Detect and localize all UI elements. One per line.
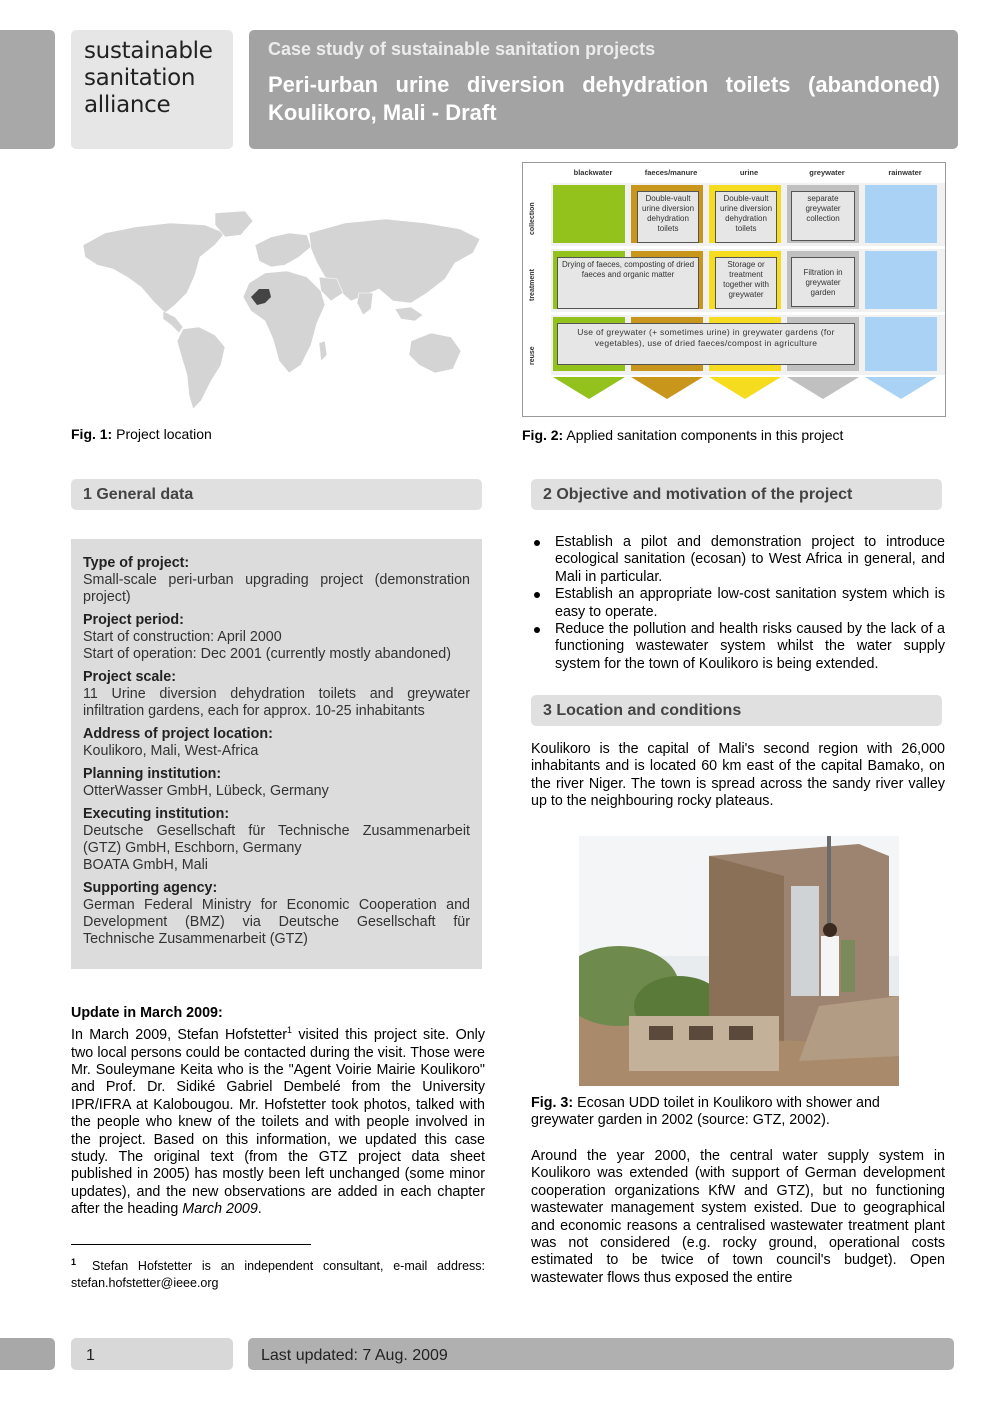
objective-item: Reduce the pollution and health risks caused by the lack of a functioning wastewater system whilst the water supply system for the town of Koulikoro is being extended. bbox=[531, 621, 945, 673]
fig3-caption: Fig. 3: Ecosan UDD toilet in Koulikoro with shower and greywater garden in 2002 (source: GTZ, 2002). bbox=[531, 1095, 880, 1129]
last-updated: Last updated: 7 Aug. 2009 bbox=[261, 1347, 448, 1364]
header-left-bar bbox=[0, 30, 55, 149]
sanitation-diagram bbox=[522, 162, 946, 417]
greywater-treatment-box: Filtration in greywater garden bbox=[791, 257, 855, 307]
update-heading: Update in March 2009: bbox=[71, 1005, 223, 1021]
objectives-list-wrap bbox=[531, 534, 945, 673]
section-3-header: 3 Location and conditions bbox=[531, 695, 942, 726]
world-map bbox=[75, 205, 495, 415]
col-rainwater: rainwater bbox=[888, 168, 922, 177]
objectives-list bbox=[531, 534, 945, 673]
diagram-arrow-faeces bbox=[631, 377, 703, 399]
general-value bbox=[83, 743, 470, 760]
location-paragraph: Koulikoro is the capital of Mali's second region with 26,000 inhabitants and is located 60 km east of the capital Bamako, on the river Niger. The town is spread across the sandy river valley up to the neighbouring rocky plateaus. bbox=[531, 741, 945, 810]
general-value-line: Koulikoro, Mali, West-Africa bbox=[83, 743, 259, 759]
objective-item: Establish a pilot and demonstration project to introduce ecological sanitation (ecosan) to West Africa in general, and Mali in particular. bbox=[531, 534, 945, 586]
col-blackwater: blackwater bbox=[573, 168, 613, 177]
diagram-reuse-rain bbox=[865, 317, 937, 371]
general-value-line: Start of construction: April 2000 bbox=[83, 629, 282, 645]
general-value-line: Small-scale peri-urban upgrading project (demonstration project) bbox=[83, 572, 470, 605]
update-text: In March 2009, Stefan Hofstetter$^1$ visited this project site. Only two local persons could be contacted during the visit. Those were Mr. Souleymane Keita who is the "Agent Voirie Mairie Koulikoro" and Prof. Dr. Sidiké Gabriel Dembelé from the University IPR/IFRA at Kalobougou. Mr. Hofstetter took photos, talked with the people who knew of the toilets and with people involved in the project. Based on this information, we updated this case study. The original text (from the GTZ project data sheet published in 2005) has mostly been left unchanged (some minor updates), and the new observations are added in each chapter after the heading March 2009. bbox=[71, 1025, 485, 1218]
diagram-arrow-urine bbox=[709, 377, 781, 399]
general-label: Planning institution: bbox=[83, 766, 222, 782]
general-value bbox=[83, 783, 470, 800]
footnote-divider bbox=[71, 1244, 311, 1245]
faeces-treatment-box: Drying of faeces, composting of dried faeces and organic matter bbox=[557, 257, 699, 309]
update-section bbox=[71, 1005, 485, 1219]
column-headers bbox=[553, 168, 943, 180]
footer-left-bar bbox=[0, 1338, 55, 1370]
row-collection: collection bbox=[529, 202, 536, 235]
general-value bbox=[83, 897, 470, 948]
urine-treatment-box: Storage or treatment together with greywater bbox=[715, 257, 777, 309]
fig2-caption: Fig. 2: Applied sanitation components in this project bbox=[522, 427, 844, 443]
diagram-collection-rain bbox=[865, 185, 937, 243]
general-label: Executing institution: bbox=[83, 806, 230, 822]
page-number: 1 bbox=[86, 1347, 95, 1364]
col-faeces: faeces/manure bbox=[644, 168, 698, 177]
diagram-arrow-black bbox=[553, 377, 625, 399]
general-value-line: OtterWasser GmbH, Lübeck, Germany bbox=[83, 783, 329, 799]
general-value bbox=[83, 629, 470, 663]
objective-item: Establish an appropriate low-cost sanitation system which is easy to operate. bbox=[531, 586, 945, 621]
col-greywater: greywater bbox=[809, 168, 845, 177]
logo-line-3: alliance bbox=[84, 92, 171, 118]
urine-collection-box: Double-vault urine diversion dehydration toilets bbox=[715, 191, 777, 243]
header-subtitle: Case study of sustainable sanitation projects bbox=[268, 39, 656, 59]
row-reuse: reuse bbox=[529, 346, 536, 365]
general-value-line: 11 Urine diversion dehydration toilets and greywater infiltration gardens, each for approx. 10-25 inhabitants bbox=[83, 686, 470, 719]
logo-text bbox=[84, 38, 213, 119]
section-2-header: 2 Objective and motivation of the project bbox=[531, 479, 942, 510]
general-value-line: Start of operation: Dec 2001 (currently mostly abandoned) bbox=[83, 646, 451, 662]
general-label: Address of project location: bbox=[83, 726, 273, 742]
general-label: Project scale: bbox=[83, 669, 176, 685]
diagram-arrow-rain bbox=[865, 377, 937, 399]
logo-line-1: sustainable bbox=[84, 38, 213, 64]
row-treatment: treatment bbox=[529, 269, 536, 301]
general-label: Type of project: bbox=[83, 555, 190, 571]
footnote: $^1$ Stefan Hofstetter is an independent consultant, e-mail address: stefan.hofstetter@ieee.org bbox=[71, 1257, 485, 1291]
general-value-line: BOATA GmbH, Mali bbox=[83, 857, 208, 873]
section-1-header: 1 General data bbox=[71, 479, 482, 510]
diagram-arrow-grey bbox=[787, 377, 859, 399]
col-urine: urine bbox=[739, 168, 759, 177]
greywater-collection-box: separate greywater collection bbox=[791, 191, 855, 241]
general-value bbox=[83, 572, 470, 606]
general-label: Supporting agency: bbox=[83, 880, 218, 896]
general-value-line: German Federal Ministry for Economic Cooperation and Development (BMZ) via Deutsche Gesellschaft für Technische Zusammenarbeit (GTZ) bbox=[83, 897, 470, 947]
around-paragraph: Around the year 2000, the central water supply system in Koulikoro was extended (with support of German development cooperation organizations KfW and GTZ), but no functioning wastewater management system existed. Due to geographical and economic reasons a centralised wastewater treatment plant was not considered (e.g. rocky ground, operational costs estimated to be twice of town council's budget). Open wastewater flows thus exposed the entire bbox=[531, 1148, 945, 1286]
general-value-line: Deutsche Gesellschaft für Technische Zusammenarbeit (GTZ) GmbH, Eschborn, Germany bbox=[83, 823, 470, 856]
general-data-box bbox=[71, 539, 482, 969]
reuse-box: Use of greywater (+ sometimes urine) in greywater gardens (for vegetables), use of dried faeces/compost in agriculture bbox=[557, 323, 855, 365]
faeces-collection-box: Double-vault urine diversion dehydration toilets bbox=[637, 191, 699, 243]
general-value bbox=[83, 686, 470, 720]
toilet-photo bbox=[579, 836, 899, 1086]
logo-line-2: sanitation bbox=[84, 65, 196, 91]
diagram-collection-black bbox=[553, 185, 625, 243]
general-value bbox=[83, 823, 470, 874]
page-title: Peri-urban urine diversion dehydration toilets (abandoned) Koulikoro, Mali - Draft bbox=[268, 72, 940, 125]
general-label: Project period: bbox=[83, 612, 184, 628]
footer-page-box bbox=[71, 1338, 233, 1370]
diagram-treatment-rain bbox=[865, 251, 937, 309]
fig1-caption: Fig. 1: Project location bbox=[71, 426, 212, 442]
